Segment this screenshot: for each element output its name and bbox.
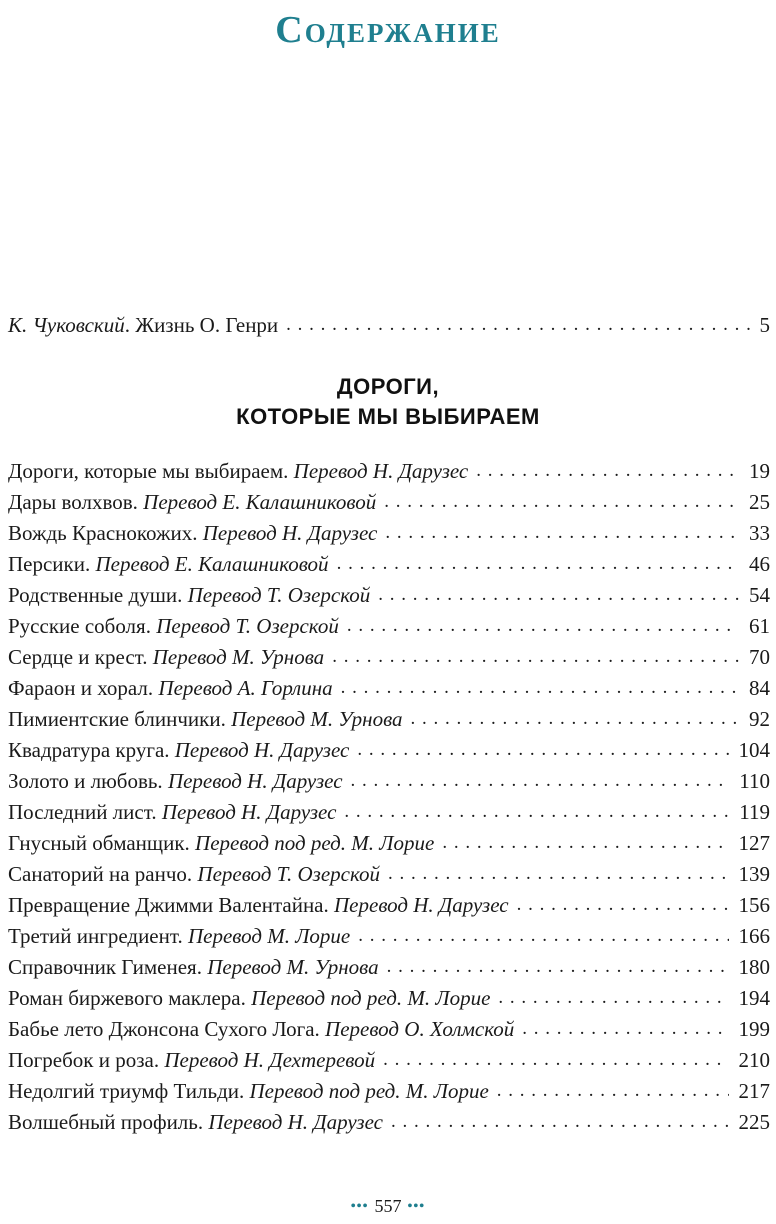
toc-row[interactable] [8,549,770,580]
toc-entry-text [8,1014,514,1045]
toc-title: Золото и любовь. [8,769,163,793]
toc-translator: Перевод М. Урнова [231,707,403,731]
toc-entry-text [8,983,490,1014]
toc-entry-text [8,797,336,828]
toc-row[interactable] [8,1107,770,1138]
dot-leader [391,1106,729,1137]
toc-title: Вождь Краснокожих. [8,521,198,545]
section-heading-line-1: ДОРОГИ, [336,374,440,399]
dot-leader [357,734,728,765]
toc-title: Бабье лето Джонсона Сухого Лога. [8,1017,320,1041]
toc-page-number: 110 [739,769,770,793]
toc-page-number: 54 [749,583,770,607]
toc-page-number: 210 [738,1048,770,1072]
toc-page-number: 139 [738,862,770,886]
dot-leader [341,672,739,703]
toc-entry-text [8,673,333,704]
dot-leader [388,858,728,889]
toc-title: Сердце и крест. [8,645,148,669]
toc-translator: Перевод О. Холмской [325,1017,515,1041]
toc-row[interactable] [8,735,770,766]
toc-translator: Перевод Н. Дарузес [167,769,343,793]
toc-page-number: 46 [749,552,770,576]
dot-leader [286,309,749,340]
toc-page-number: 156 [738,893,770,917]
toc-row[interactable] [8,704,770,735]
toc-page-number: 92 [749,707,770,731]
dot-leader [384,486,739,517]
dot-leader [411,703,739,734]
toc-page-number: 70 [749,645,770,669]
toc-row[interactable] [8,1076,770,1107]
dot-leader [522,1013,728,1044]
toc-title: Гнусный обманщик. [8,831,190,855]
toc-page-number: 61 [749,614,770,638]
toc-entry-text [8,890,509,921]
toc-row[interactable] [8,1014,770,1045]
toc-entry-text [8,921,350,952]
toc-translator: Перевод Т. Озерской [156,614,339,638]
dot-leader [337,548,739,579]
toc-entry-text [8,1076,489,1107]
toc-translator: Перевод А. Горлина [158,676,333,700]
toc-entry-text [8,859,380,890]
toc-translator: Перевод Н. Дарузес [202,521,378,545]
toc-row[interactable] [8,642,770,673]
dot-leader [378,579,739,610]
toc-entry-text [8,704,403,735]
toc-translator: Перевод М. Лорие [187,924,351,948]
toc-title: Погребок и роза. [8,1048,160,1072]
toc-page-number: 217 [738,1079,770,1103]
toc-entry-text [8,1107,383,1138]
dot-leader [347,610,739,641]
toc-title: Жизнь О. Генри [135,313,279,337]
toc-translator: Перевод М. Урнова [152,645,325,669]
dot-leader [383,1044,728,1075]
toc-translator: Перевод Е. Калашниковой [143,490,377,514]
dot-leader [351,765,730,796]
toc-entry-text [8,310,278,341]
toc-row[interactable] [8,766,770,797]
folio-ornament-left: ••• [350,1199,369,1214]
toc-entry-text [8,549,329,580]
dot-leader [385,517,739,548]
toc-title: Дары волхвов. [8,490,138,514]
toc-translator: Перевод под ред. М. Лорие [251,986,491,1010]
toc-title: Волшебный профиль. [8,1110,204,1134]
toc-author: К. Чуковский [8,313,125,337]
dot-leader [344,796,729,827]
toc-translator: Перевод Н. Дехтеревой [164,1048,376,1072]
toc-page-number: 33 [749,521,770,545]
dot-leader [497,1075,729,1106]
toc-row[interactable] [8,611,770,642]
toc-title: Роман биржевого маклера. [8,986,246,1010]
toc-row-intro[interactable] [8,310,770,341]
section-heading-line-2: КОТОРЫЕ МЫ ВЫБИРАЕМ [236,404,540,429]
page-folio [0,1196,776,1217]
toc-entry-text [8,766,343,797]
toc-page-number: 104 [738,738,770,762]
toc-list [8,456,770,1138]
toc-page-number: 84 [749,676,770,700]
toc-title: Квадратура круга. [8,738,170,762]
page-number: 557 [374,1196,402,1216]
toc-entry-text [8,642,324,673]
toc-title: Русские соболя. [8,614,151,638]
intro-entry[interactable] [8,310,770,341]
toc-entry-text [8,518,377,549]
toc-entry-text [8,828,434,859]
dot-leader [332,641,739,672]
toc-title: Санаторий на ранчо. [8,862,193,886]
toc-entry-text [8,1045,375,1076]
toc-page-number: 194 [738,986,770,1010]
toc-page-number: 180 [738,955,770,979]
toc-row[interactable] [8,859,770,890]
toc-separator: . [124,313,136,337]
page-title: Содержание [275,9,501,51]
toc-title: Справочник Гименея. [8,955,202,979]
toc-title: Последний лист. [8,800,157,824]
toc-title: Недолгий триумф Тильди. [8,1079,245,1103]
toc-entry-text [8,952,379,983]
toc-row[interactable] [8,487,770,518]
toc-page-number: 5 [759,313,770,337]
dot-leader [476,455,739,486]
toc-row[interactable] [8,1045,770,1076]
toc-title: Фараон и хорал. [8,676,154,700]
toc-entry-text [8,580,370,611]
toc-title: Персики. [8,552,91,576]
toc-row[interactable] [8,890,770,921]
toc-title: Родственные души. [8,583,183,607]
toc-page-number: 199 [738,1017,770,1041]
toc-title: Третий ингредиент. [8,924,183,948]
toc-row[interactable] [8,952,770,983]
toc-row[interactable] [8,456,770,487]
toc-translator: Перевод Т. Озерской [197,862,381,886]
toc-translator: Перевод Т. Озерской [187,583,371,607]
toc-translator: Перевод Н. Дарузес [161,800,337,824]
dot-leader [358,920,728,951]
toc-translator: Перевод под ред. М. Лорие [195,831,435,855]
toc-translator: Перевод под ред. М. Лорие [249,1079,489,1103]
dot-leader [498,982,728,1013]
toc-title: Дороги, которые мы выбираем. [8,459,289,483]
dot-leader [442,827,728,858]
folio-ornament-right: ••• [407,1199,426,1214]
toc-translator: Перевод Е. Калашниковой [95,552,329,576]
toc-entry-text [8,735,349,766]
toc-row[interactable] [8,983,770,1014]
toc-page-number: 127 [738,831,770,855]
toc-page-number: 19 [749,459,770,483]
toc-page-number: 225 [738,1110,770,1134]
toc-page-number: 166 [738,924,770,948]
toc-translator: Перевод Н. Дарузес [293,459,469,483]
toc-entry-text [8,487,376,518]
toc-row[interactable] [8,828,770,859]
dot-leader [387,951,729,982]
toc-entry-text [8,611,339,642]
toc-row[interactable] [8,518,770,549]
section-heading [0,372,776,432]
toc-translator: Перевод Н. Дарузес [334,893,509,917]
toc-entry-text [8,456,468,487]
toc-row[interactable] [8,921,770,952]
toc-translator: Перевод Н. Дарузес [208,1110,383,1134]
toc-page-number: 25 [749,490,770,514]
toc-row[interactable] [8,673,770,704]
dot-leader [517,889,729,920]
toc-translator: Перевод М. Урнова [207,955,379,979]
toc-translator: Перевод Н. Дарузес [174,738,350,762]
toc-title: Пимиентские блинчики. [8,707,226,731]
toc-row[interactable] [8,797,770,828]
toc-page-number: 119 [739,800,770,824]
toc-title: Превращение Джимми Валентайна. [8,893,329,917]
toc-row[interactable] [8,580,770,611]
